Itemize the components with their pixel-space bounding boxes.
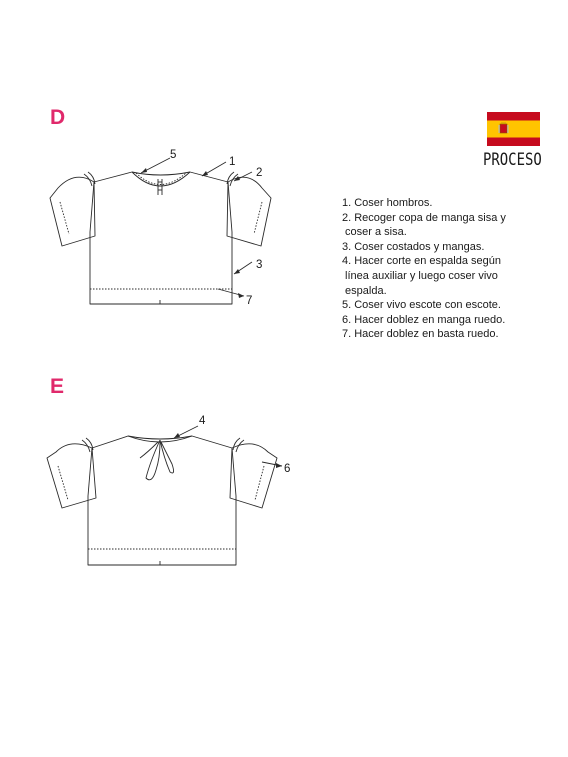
garment-d-neckline	[132, 172, 190, 186]
step-line: 3. Coser costados y mangas.	[342, 240, 485, 253]
step-line: 1. Coser hombros.	[342, 197, 433, 209]
callout-e-6: 6	[284, 463, 291, 475]
callout-d-1: 1	[229, 156, 236, 168]
step-line: 4. Hacer corte en espalda según	[342, 255, 501, 268]
step-line: 7. Hacer doblez en basta ruedo.	[342, 328, 499, 341]
garment-d-right-sleeve	[227, 177, 271, 246]
step-line: espalda.	[342, 284, 387, 297]
step-line: 6. Hacer doblez en manga ruedo.	[342, 313, 506, 326]
section-letter-d: D	[50, 106, 66, 129]
garment-e-left-sleeve	[47, 444, 96, 508]
callout-e-4: 4	[199, 415, 206, 427]
garment-d-body	[90, 172, 232, 304]
garment-e-right-sleeve	[230, 444, 277, 508]
garment-d-left-sleeve	[50, 177, 95, 246]
callout-d-5: 5	[170, 149, 177, 161]
callout-d-3: 3	[256, 259, 263, 271]
step-line: coser a sisa.	[342, 226, 407, 239]
step-line: línea auxiliar y luego coser vivo	[342, 269, 498, 282]
callout-d-7: 7	[246, 295, 253, 307]
process-title: PROCESO	[483, 150, 542, 170]
section-letter-e: E	[50, 375, 65, 398]
callout-d-2: 2	[256, 167, 263, 179]
garment-e-body	[88, 436, 236, 565]
garment-e-tie	[146, 440, 160, 480]
step-line: 2. Recoger copa de manga sisa y	[342, 211, 506, 224]
step-line: 5. Coser vivo escote con escote.	[342, 299, 501, 312]
